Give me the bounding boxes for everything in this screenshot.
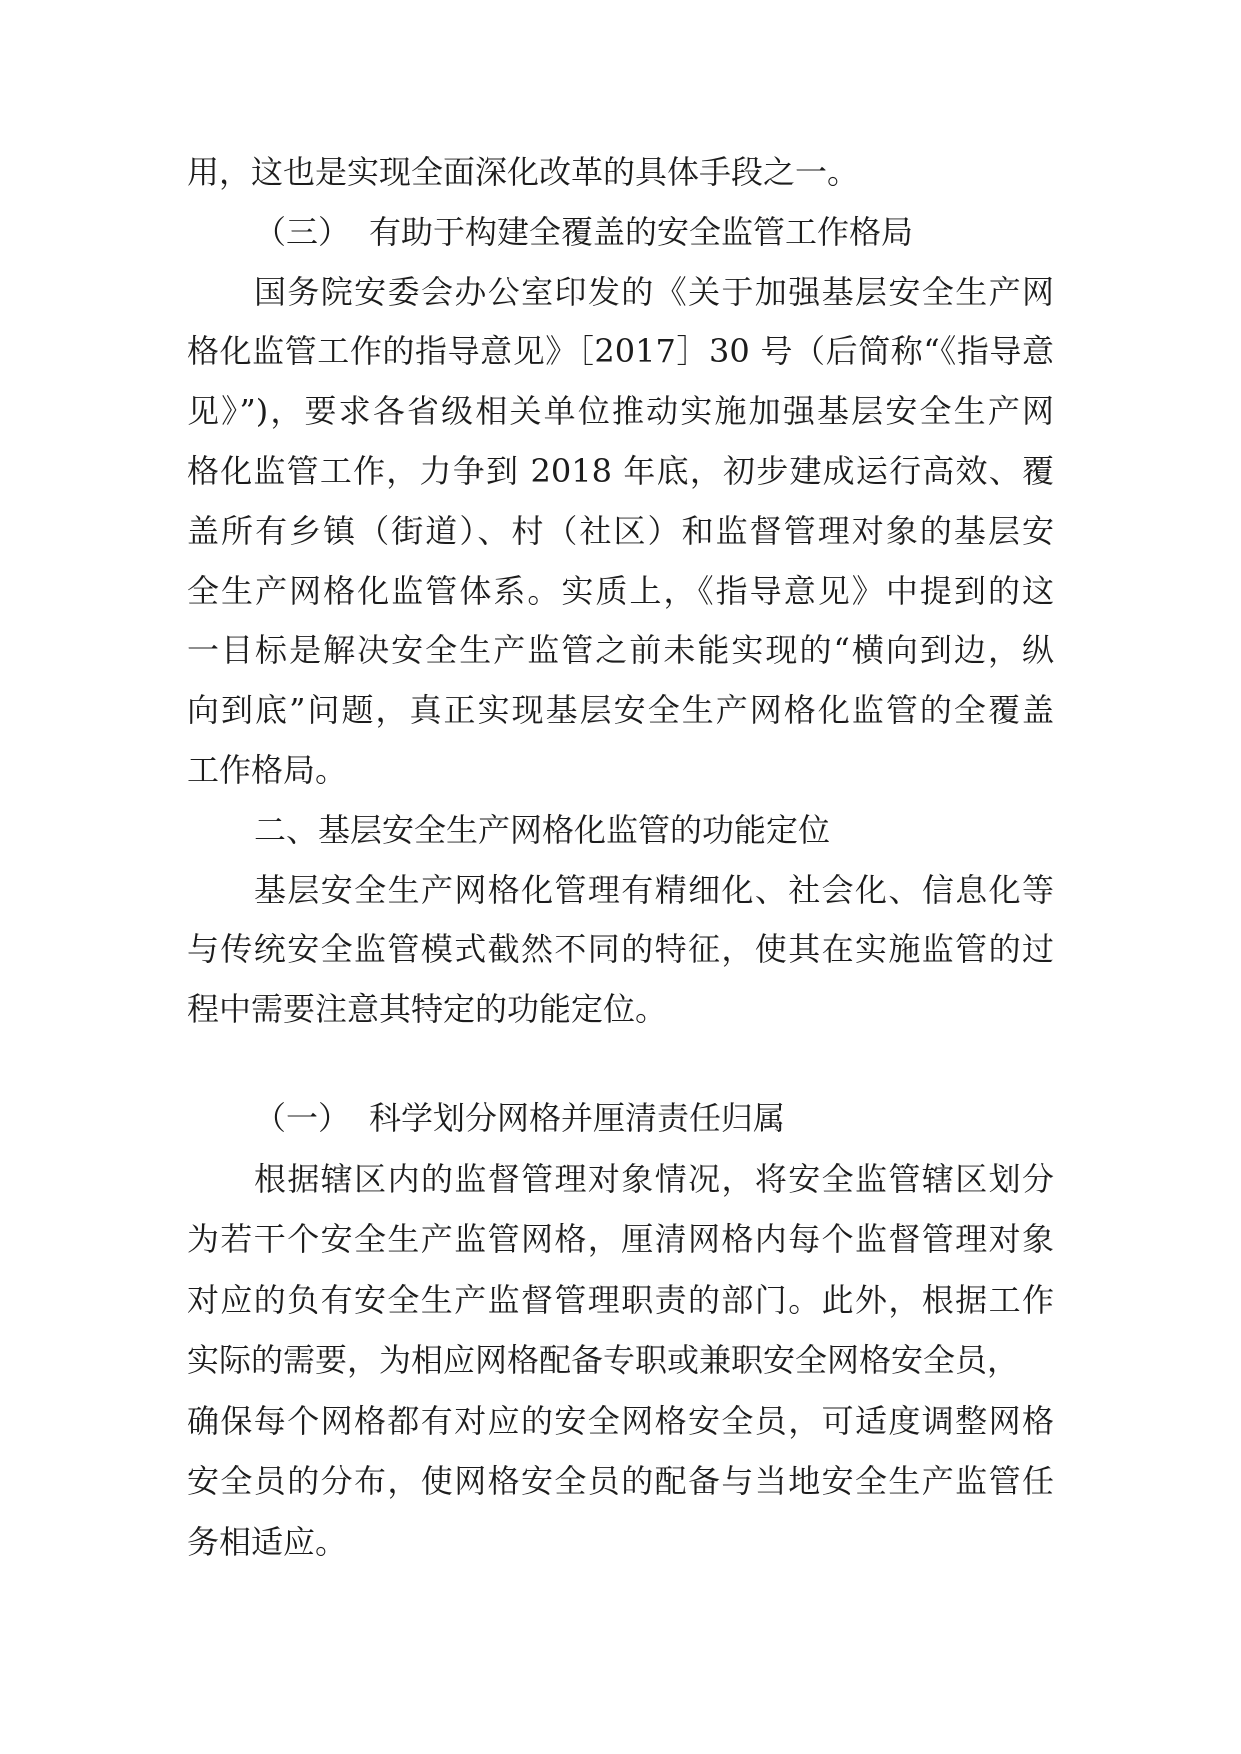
text-line: 用，这也是实现全面深化改革的具体手段之一。	[187, 153, 860, 191]
text-line: 一目标是解决安全生产监管之前未能实现的“横向到边，纵	[187, 631, 1054, 669]
text-line: 与传统安全监管模式截然不同的特征，使其在实施监管的过	[187, 930, 1054, 968]
text-line: 国务院安委会办公室印发的《关于加强基层安全生产网	[254, 273, 1054, 311]
part-title: 二、基层安全生产网格化监管的功能定位	[254, 811, 831, 849]
section-title: 有助于构建全覆盖的安全监管工作格局	[369, 213, 914, 251]
text-line: 全生产网格化监管体系。实质上，《指导意见》中提到的这	[187, 572, 1054, 610]
text-line: 程中需要注意其特定的功能定位。	[187, 990, 668, 1028]
text-line: 盖所有乡镇（街道）、村（社区）和监督管理对象的基层安	[187, 512, 1054, 550]
section-title: 科学划分网格并厘清责任归属	[369, 1099, 786, 1137]
text-line: 为若干个安全生产监管网格，厘清网格内每个监督管理对象	[187, 1220, 1054, 1258]
text-line: 工作格局。	[187, 751, 348, 789]
text-line: 根据辖区内的监督管理对象情况，将安全监管辖区划分	[254, 1160, 1054, 1198]
text-line: 向到底”问题，真正实现基层安全生产网格化监管的全覆盖	[187, 691, 1054, 729]
text-line: 确保每个网格都有对应的安全网格安全员，可适度调整网格	[187, 1402, 1054, 1440]
text-line: 格化监管工作的指导意见》［2017］30 号（后简称“《指导意	[187, 332, 1054, 370]
text-line: 格化监管工作，力争到 2018 年底，初步建成运行高效、覆	[187, 452, 1054, 490]
text-line: 见》”)，要求各省级相关单位推动实施加强基层安全生产网	[187, 392, 1054, 430]
section-number: （一）	[254, 1099, 351, 1137]
text-line: 基层安全生产网格化管理有精细化、社会化、信息化等	[254, 871, 1054, 909]
section-number: （三）	[254, 213, 351, 251]
text-line: 实际的需要，为相应网格配备专职或兼职安全网格安全员，	[187, 1341, 1020, 1379]
text-line: 对应的负有安全生产监督管理职责的部门。此外，根据工作	[187, 1281, 1054, 1319]
text-line: 安全员的分布，使网格安全员的配备与当地安全生产监管任	[187, 1462, 1054, 1500]
text-line: 务相适应。	[187, 1523, 348, 1561]
